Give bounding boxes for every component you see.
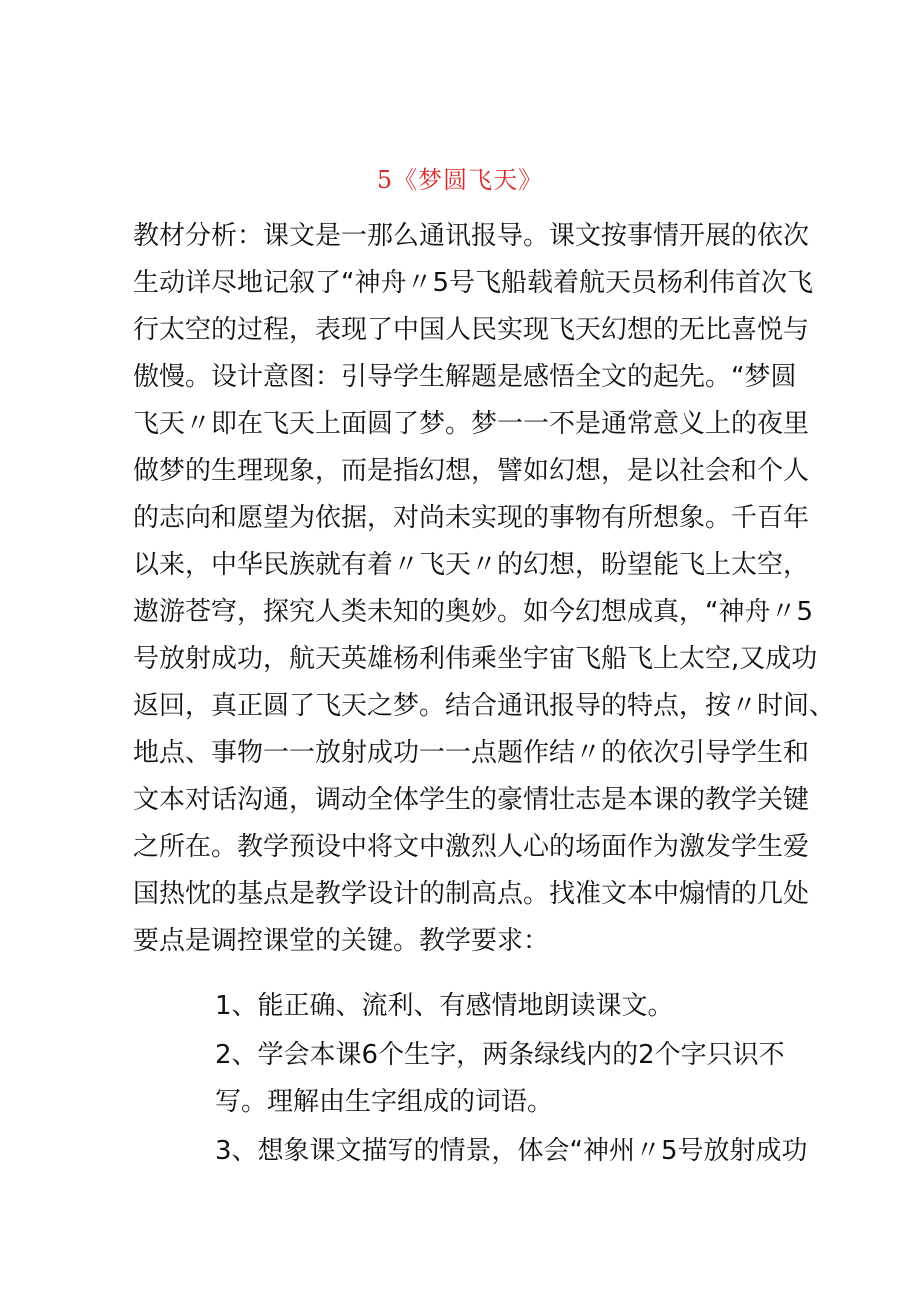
paragraph-line: 生动详尽地记叙了“神舟〃5号飞船载着航天员杨利伟首次飞 — [133, 268, 814, 298]
paragraph-line: 返回，真正圆了飞天之梦。结合通讯报导的特点，按〃时间、 — [133, 691, 836, 721]
analysis-paragraph — [133, 213, 836, 965]
paragraph-line: 要点是调控课堂的关键。教学要求： — [133, 926, 550, 956]
paragraph-line: 傲慢。设计意图：引导学生解题是感悟全文的起先。“梦圆 — [133, 362, 797, 392]
requirement-item-1: 1、能正确、流利、有感情地朗读课文。 — [215, 991, 674, 1021]
paragraph-line: 的志向和愿望为依据，对尚未实现的事物有所想象。千百年 — [133, 503, 810, 533]
requirement-item-3: 3、想象课文描写的情景，体会“神州〃5号放射成功 — [215, 1136, 808, 1166]
paragraph-line: 地点、事物一一放射成功一一点题作结〃的依次引导学生和 — [133, 738, 810, 768]
paragraph-line: 行太空的过程，表现了中国人民实现飞天幻想的无比喜悦与 — [133, 315, 810, 345]
requirement-item-2: 2、学会本课6个生字，两条绿线内的2个字只识不 — [215, 1040, 785, 1070]
paragraph-line: 教材分析：课文是一那么通讯报导。课文按事情开展的依次 — [133, 221, 810, 251]
document-title: 5《梦圆飞天》 — [376, 166, 544, 194]
paragraph-line: 之所在。教学预设中将文中激烈人心的场面作为激发学生爱 — [133, 832, 810, 862]
paragraph-line: 飞天〃即在飞天上面圆了梦。梦一一不是通常意义上的夜里 — [133, 409, 810, 439]
paragraph-line: 遨游苍穹，探究人类未知的奥妙。如今幻想成真，“神舟〃5 — [133, 597, 814, 627]
paragraph-line: 号放射成功，航天英雄杨利伟乘坐宇宙飞船飞上太空,又成功 — [133, 644, 818, 674]
paragraph-line: 文本对话沟通，调动全体学生的豪情壮志是本课的教学关键 — [133, 785, 810, 815]
requirement-item-2-continued: 写。理解由生字组成的词语。 — [215, 1087, 554, 1117]
paragraph-line: 国热忱的基点是教学设计的制高点。找准文本中煽情的几处 — [133, 879, 810, 909]
paragraph-line: 做梦的生理现象，而是指幻想，譬如幻想，是以社会和个人 — [133, 456, 810, 486]
paragraph-line: 以来，中华民族就有着〃飞天〃的幻想，盼望能飞上太空， — [133, 550, 810, 580]
